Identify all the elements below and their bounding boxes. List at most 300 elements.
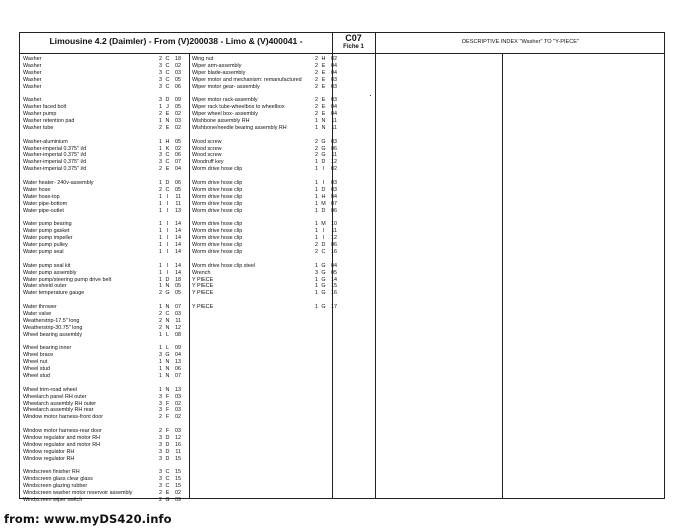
grid-number: 16 — [331, 248, 337, 255]
part-name: Window regulator RH — [23, 455, 75, 462]
grid-letter: N — [165, 386, 170, 393]
grid-number: 14 — [175, 242, 181, 249]
part-name: Water pump gasket — [23, 228, 70, 235]
quantity: 3 — [159, 97, 162, 104]
grid-number: 14 — [175, 228, 181, 235]
part-name: Water hose — [23, 186, 51, 193]
part-name: Water pump seal kit — [23, 262, 71, 269]
grid-letter: H — [321, 193, 326, 200]
quantity: 2 — [159, 497, 162, 503]
group-gap — [192, 173, 342, 180]
part-name: Window motor harness-front door — [23, 414, 103, 421]
grid-number: 09 — [175, 97, 181, 104]
group-gap — [23, 463, 185, 470]
grid-number: 11 — [175, 448, 181, 455]
part-name: Y PIECE — [192, 276, 214, 283]
grid-number: 02 — [175, 62, 181, 69]
index-row — [23, 483, 185, 490]
grid-letter: N — [321, 118, 326, 125]
grid-number: 06 — [331, 242, 337, 249]
grid-letter: J — [166, 104, 169, 111]
part-name: Wheel trim-road wheel — [23, 386, 77, 393]
grid-letter: F — [165, 414, 170, 421]
page-title: Limousine 4.2 (Daimler) - From (V)200038 - Limo & (V)400041 - — [49, 36, 303, 46]
index-row — [23, 270, 185, 277]
index-row — [192, 270, 342, 277]
grid-letter: I — [322, 235, 325, 242]
part-name: Washer-imperial 0.375" i/d — [23, 159, 87, 166]
grid-letter: I — [166, 193, 169, 200]
part-name: Worm drive hose clip — [192, 235, 243, 242]
quantity: 3 — [159, 407, 162, 414]
grid-letter: D — [165, 97, 170, 104]
grid-letter: G — [321, 262, 326, 269]
grid-number: 03 — [331, 83, 337, 90]
grid-letter: I — [166, 207, 169, 214]
index-row — [23, 70, 185, 77]
grid-number: 12 — [331, 159, 337, 166]
part-name: Washer — [23, 56, 42, 62]
quantity: 1 — [315, 221, 318, 228]
grid-number: 02 — [175, 111, 181, 118]
grid-letter: G — [165, 497, 170, 503]
index-row — [23, 290, 185, 297]
grid-number: 09 — [175, 345, 181, 352]
grid-number: 11 — [175, 317, 181, 324]
grid-number: 16 — [331, 290, 337, 297]
part-name: Water valve — [23, 310, 52, 317]
index-row — [23, 221, 185, 228]
grid-number: 03 — [331, 138, 337, 145]
index-row — [23, 159, 185, 166]
index-row — [192, 187, 342, 194]
index-row — [23, 449, 185, 456]
quantity: 1 — [159, 145, 162, 152]
part-name: Y PIECE — [192, 304, 214, 311]
grid-letter: G — [165, 290, 170, 297]
index-row — [23, 359, 185, 366]
grid-letter: E — [165, 166, 170, 173]
quantity: 2 — [315, 76, 318, 83]
grid-letter: H — [165, 138, 170, 145]
grid-number: 08 — [175, 331, 181, 338]
index-row — [23, 146, 185, 153]
quantity: 1 — [159, 235, 162, 242]
grid-letter: N — [165, 317, 170, 324]
grid-letter: F — [165, 428, 170, 435]
index-row — [23, 277, 185, 284]
grid-letter: I — [166, 228, 169, 235]
index-row — [23, 456, 185, 463]
header-divider — [20, 53, 664, 54]
grid-letter: N — [165, 372, 170, 379]
grid-number: 05 — [175, 186, 181, 193]
grid-letter: G — [321, 290, 326, 297]
grid-number: 04 — [175, 352, 181, 359]
quantity: 3 — [159, 69, 162, 76]
part-name: Worm drive hose clip — [192, 248, 243, 255]
grid-letter: E — [321, 111, 326, 118]
grid-number: 07 — [175, 159, 181, 166]
part-name: Water pump bearing — [23, 221, 72, 228]
grid-letter: C — [165, 62, 170, 69]
index-row — [23, 414, 185, 421]
index-row — [192, 125, 342, 132]
index-row — [23, 490, 185, 497]
group-gap — [23, 256, 185, 263]
index-row — [192, 221, 342, 228]
grid-letter: C — [165, 76, 170, 83]
part-name: Water pump assembly — [23, 269, 77, 276]
quantity: 3 — [159, 483, 162, 490]
part-name: Washer — [23, 97, 42, 104]
quantity: 2 — [315, 104, 318, 111]
part-name: Worm drive hose clip — [192, 221, 243, 228]
grid-letter: M — [321, 200, 326, 207]
index-row — [192, 277, 342, 284]
part-name: Washer faced bolt — [23, 104, 67, 111]
part-name: Washer-aluminium — [23, 138, 68, 145]
index-row — [23, 125, 185, 132]
part-name: Wishbone/needle bearing assembly RH — [192, 124, 287, 131]
quantity: 1 — [159, 386, 162, 393]
part-name: Water temperature gauge — [23, 290, 85, 297]
index-row — [192, 208, 342, 215]
quantity: 1 — [159, 283, 162, 290]
quantity: 2 — [159, 111, 162, 118]
grid-letter: N — [165, 324, 170, 331]
part-name: Water shield outer — [23, 283, 67, 290]
quantity: 1 — [159, 366, 162, 373]
group-gap — [23, 90, 185, 97]
grid-number: 04 — [331, 111, 337, 118]
index-row — [192, 304, 342, 311]
grid-number: 11 — [331, 118, 337, 125]
grid-letter: G — [321, 269, 326, 276]
group-gap — [23, 173, 185, 180]
grid-letter: D — [165, 180, 170, 187]
part-name: Wiper motor gear- assembly — [192, 83, 260, 90]
index-row — [192, 201, 342, 208]
quantity: 1 — [315, 207, 318, 214]
grid-number: 17 — [331, 304, 337, 311]
quantity: 2 — [315, 248, 318, 255]
quantity: 1 — [159, 359, 162, 366]
quantity: 2 — [159, 317, 162, 324]
quantity: 1 — [159, 372, 162, 379]
grid-letter: C — [165, 83, 170, 90]
part-name: Washer tube — [23, 124, 54, 131]
grid-number: 15 — [175, 476, 181, 483]
quantity: 3 — [159, 83, 162, 90]
index-row — [192, 97, 342, 104]
part-name: Windscreen finisher RH — [23, 469, 80, 476]
quantity: 2 — [159, 56, 162, 62]
part-name: Y PIECE — [192, 283, 214, 290]
grid-letter: N — [165, 118, 170, 125]
index-row — [23, 180, 185, 187]
part-name: Wood screw — [192, 145, 222, 152]
grid-number: 03 — [175, 428, 181, 435]
grid-letter: E — [321, 104, 326, 111]
index-row — [192, 194, 342, 201]
part-name: Windscreen glazing rubber — [23, 483, 88, 490]
part-name: Washer — [23, 69, 42, 76]
grid-letter: I — [166, 262, 169, 269]
part-name: Washer-imperial 0.375" i/d — [23, 166, 87, 173]
part-name: Window regulator RH — [23, 448, 75, 455]
index-row — [192, 56, 342, 63]
index-row — [23, 387, 185, 394]
quantity: 1 — [159, 276, 162, 283]
part-name: Water pump seal — [23, 248, 64, 255]
quantity: 2 — [159, 166, 162, 173]
grid-number: 07 — [175, 304, 181, 311]
index-row — [23, 304, 185, 311]
fiche-box — [332, 34, 375, 51]
part-name: Wishbone assembly RH — [192, 118, 250, 125]
grid-number: 05 — [175, 104, 181, 111]
grid-number: 03 — [331, 76, 337, 83]
grid-letter: G — [321, 145, 326, 152]
quantity: 1 — [159, 118, 162, 125]
grid-number: 04 — [331, 193, 337, 200]
index-row — [192, 159, 342, 166]
fiche-code: C07 — [345, 33, 362, 43]
quantity: 1 — [315, 276, 318, 283]
part-name: Wheel stud — [23, 366, 50, 373]
descriptive-index-heading: DESCRIPTIVE INDEX "Washer" TO "Y-PIECE" — [461, 39, 580, 45]
part-name: Wheel brace — [23, 352, 54, 359]
quantity: 2 — [315, 138, 318, 145]
column-divider — [375, 33, 376, 498]
group-gap — [192, 297, 342, 304]
quantity: 3 — [159, 448, 162, 455]
quantity: 2 — [315, 111, 318, 118]
index-row — [192, 180, 342, 187]
quantity: 3 — [159, 441, 162, 448]
group-gap — [192, 214, 342, 221]
part-name: Weatherstrip-30.75" long — [23, 324, 83, 331]
grid-number: 06 — [331, 207, 337, 214]
grid-number: 03 — [175, 310, 181, 317]
grid-number: 06 — [175, 366, 181, 373]
index-row — [23, 139, 185, 146]
part-name: Water hose-top — [23, 193, 60, 200]
part-name: Wiper arm-assembly — [192, 62, 242, 69]
grid-letter: D — [165, 276, 170, 283]
grid-number: 02 — [331, 56, 337, 62]
quantity: 1 — [315, 290, 318, 297]
grid-letter: I — [322, 166, 325, 173]
grid-number: 04 — [331, 69, 337, 76]
index-row — [23, 442, 185, 449]
part-name: Wood screw — [192, 138, 222, 145]
grid-number: 15 — [175, 483, 181, 490]
part-name: Wheel nut — [23, 359, 48, 366]
part-name: Woodruff key — [192, 159, 224, 166]
grid-letter: D — [321, 207, 326, 214]
grid-letter: F — [165, 407, 170, 414]
grid-letter: I — [166, 200, 169, 207]
quantity: 3 — [315, 269, 318, 276]
quantity: 2 — [159, 490, 162, 497]
quantity: 1 — [159, 248, 162, 255]
part-name: Washer retention pad — [23, 118, 75, 125]
quantity: 2 — [159, 290, 162, 297]
part-name: Wheelarch assembly RH outer — [23, 400, 97, 407]
grid-number: 15 — [331, 283, 337, 290]
index-row — [23, 428, 185, 435]
index-row — [23, 63, 185, 70]
grid-letter: M — [321, 221, 326, 228]
index-row — [23, 56, 185, 63]
grid-number: 05 — [175, 138, 181, 145]
part-name: Wiper motor rack-assembly — [192, 97, 258, 104]
index-row — [192, 242, 342, 249]
grid-letter: D — [321, 242, 326, 249]
quantity: 3 — [159, 159, 162, 166]
grid-letter: D — [165, 434, 170, 441]
grid-number: 02 — [175, 124, 181, 131]
index-row — [23, 166, 185, 173]
index-row — [192, 283, 342, 290]
grid-letter: E — [321, 62, 326, 69]
grid-number: 12 — [175, 434, 181, 441]
grid-number: 04 — [331, 104, 337, 111]
index-row — [192, 146, 342, 153]
index-row — [192, 235, 342, 242]
index-row — [23, 394, 185, 401]
quantity: 3 — [159, 400, 162, 407]
index-row — [23, 263, 185, 270]
grid-letter: E — [321, 76, 326, 83]
grid-number: 11 — [331, 152, 337, 159]
index-row — [23, 497, 185, 504]
grid-number: 07 — [175, 372, 181, 379]
grid-number: 06 — [175, 152, 181, 159]
quantity: 1 — [159, 304, 162, 311]
grid-letter: D — [165, 455, 170, 462]
quantity: 1 — [159, 138, 162, 145]
part-name: Worm drive hose clip — [192, 207, 243, 214]
part-name: Worm drive hose clip — [192, 193, 243, 200]
quantity: 1 — [315, 124, 318, 131]
grid-letter: C — [165, 310, 170, 317]
index-row — [192, 70, 342, 77]
index-column-2 — [192, 56, 342, 311]
quantity: 1 — [315, 283, 318, 290]
grid-letter: G — [321, 276, 326, 283]
grid-letter: C — [165, 476, 170, 483]
group-gap — [192, 256, 342, 263]
grid-letter: C — [165, 469, 170, 476]
part-name: Wheel bearing inner — [23, 345, 72, 352]
grid-number: 18 — [175, 276, 181, 283]
quantity: 1 — [315, 228, 318, 235]
part-name: Washer — [23, 62, 42, 69]
grid-number: 15 — [175, 455, 181, 462]
part-name: Washer — [23, 76, 42, 83]
part-name: Wiper motor and mechanism: remanufactured — [192, 76, 302, 83]
index-row — [192, 263, 342, 270]
group-gap — [23, 214, 185, 221]
grid-number: 11 — [331, 124, 337, 131]
index-page-frame — [19, 32, 665, 503]
quantity: 1 — [159, 228, 162, 235]
index-row — [192, 84, 342, 91]
grid-letter: D — [321, 159, 326, 166]
part-name: Wheel stud — [23, 372, 50, 379]
quantity: 1 — [159, 269, 162, 276]
grid-letter: C — [165, 152, 170, 159]
part-name: Wiper blade-assembly — [192, 69, 246, 76]
grid-letter: E — [165, 111, 170, 118]
index-row — [23, 152, 185, 159]
part-name: Windscreen washer motor reservoir assembly — [23, 490, 133, 497]
quantity: 3 — [159, 352, 162, 359]
grid-number: 09 — [175, 497, 181, 503]
grid-number: 02 — [175, 400, 181, 407]
quantity: 3 — [159, 152, 162, 159]
quantity: 1 — [315, 200, 318, 207]
grid-number: 06 — [175, 83, 181, 90]
quantity: 1 — [159, 207, 162, 214]
quantity: 2 — [315, 242, 318, 249]
index-row — [192, 104, 342, 111]
quantity: 1 — [159, 331, 162, 338]
grid-number: 11 — [175, 200, 181, 207]
grid-letter: N — [321, 124, 326, 131]
quantity: 2 — [315, 152, 318, 159]
grid-number: 14 — [175, 221, 181, 228]
grid-number: 05 — [331, 269, 337, 276]
grid-letter: I — [166, 248, 169, 255]
index-row — [23, 283, 185, 290]
grid-number: 03 — [175, 118, 181, 125]
part-name: Wheelarch assembly RH rear — [23, 407, 94, 414]
grid-letter: G — [321, 283, 326, 290]
grid-number: 06 — [175, 180, 181, 187]
group-gap — [192, 132, 342, 139]
quantity: 1 — [159, 180, 162, 187]
quantity: 2 — [315, 62, 318, 69]
grid-number: 07 — [331, 200, 337, 207]
grid-letter: C — [165, 159, 170, 166]
index-row — [23, 194, 185, 201]
index-row — [23, 187, 185, 194]
index-row — [23, 325, 185, 332]
part-name: Washer-imperial 0.375" i/d — [23, 152, 87, 159]
grid-number: 12 — [331, 235, 337, 242]
grid-number: 11 — [175, 193, 181, 200]
group-gap — [23, 132, 185, 139]
part-name: Worm drive hose clip — [192, 228, 243, 235]
part-name: Wheelarch panel RH outer — [23, 393, 87, 400]
part-name: Wing nut — [192, 56, 214, 62]
index-row — [23, 111, 185, 118]
index-row — [192, 249, 342, 256]
quantity: 2 — [315, 97, 318, 104]
quantity: 2 — [159, 414, 162, 421]
part-name: Window motor harness-rear door — [23, 428, 102, 435]
index-row — [23, 118, 185, 125]
part-name: Water pipe-bottom — [23, 200, 68, 207]
index-row — [192, 139, 342, 146]
group-gap — [23, 297, 185, 304]
index-row — [23, 208, 185, 215]
quantity: 1 — [315, 166, 318, 173]
